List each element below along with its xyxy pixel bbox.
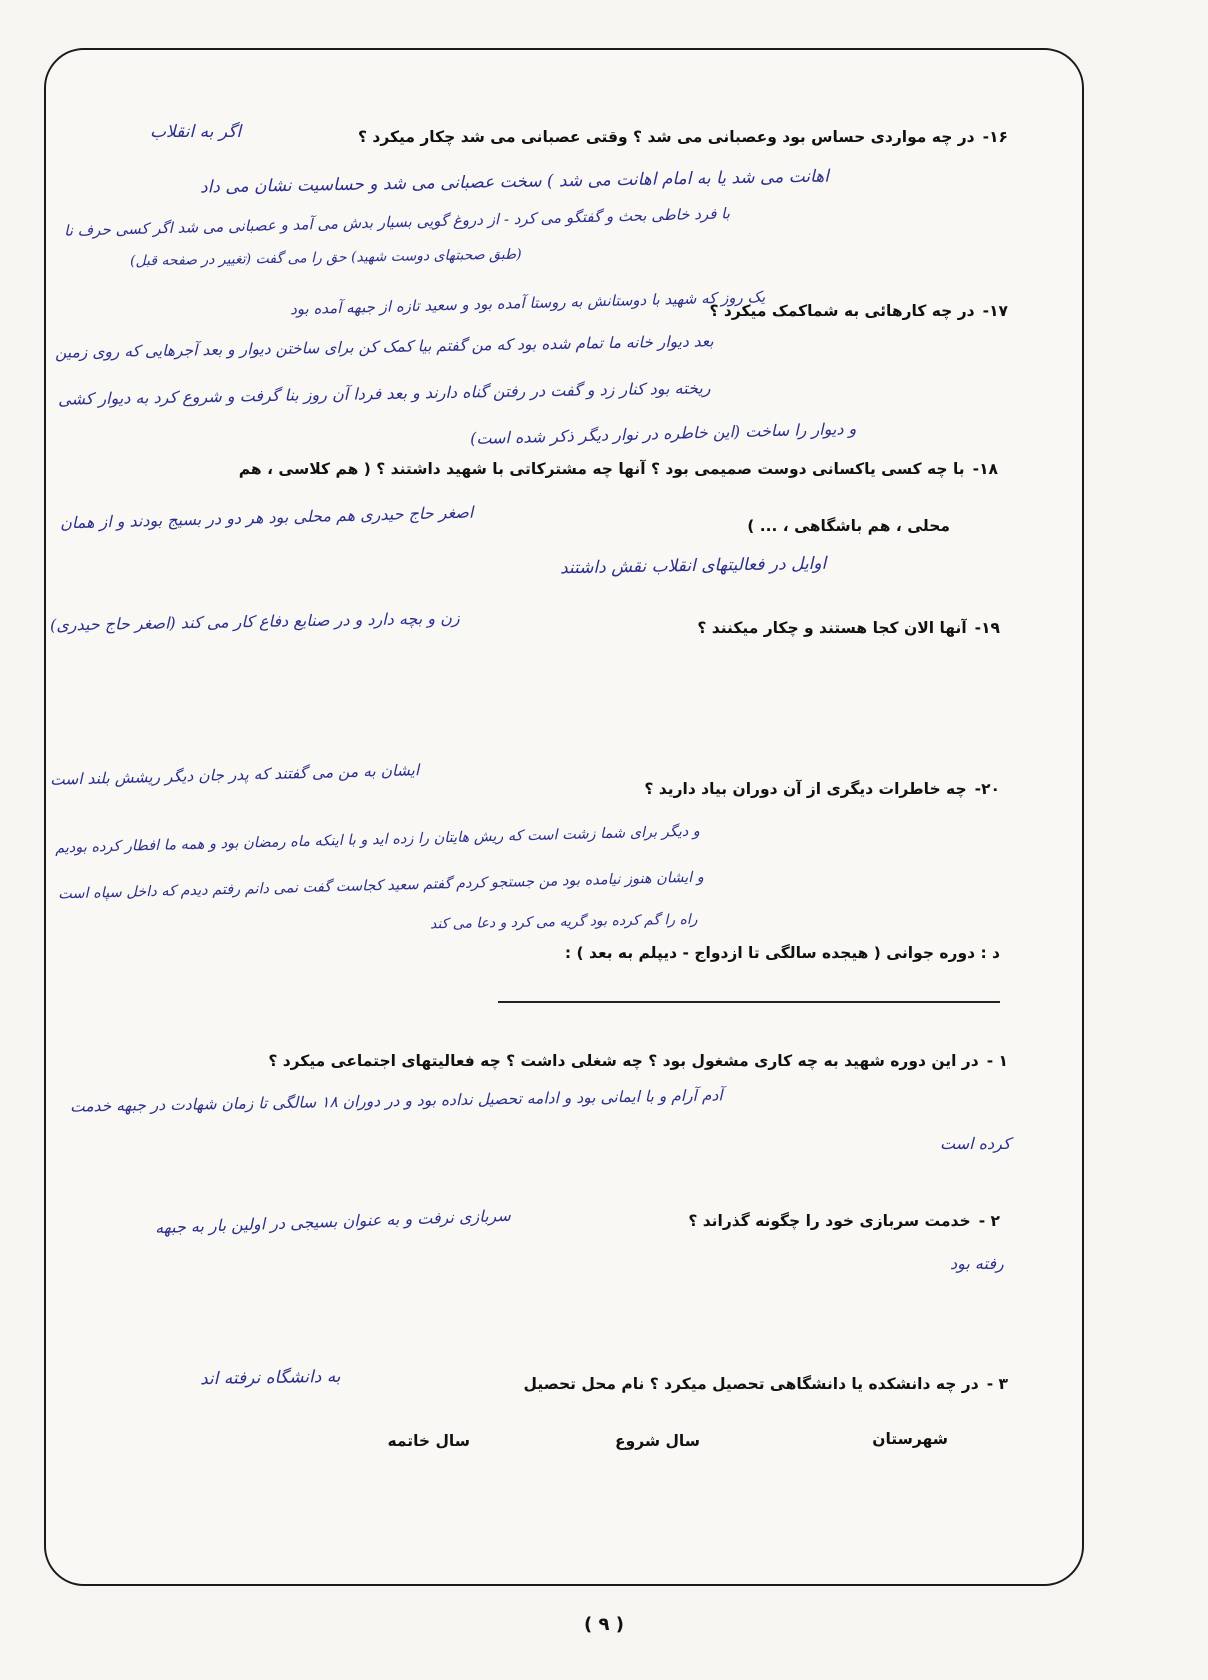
field-city-label: شهرستان <box>872 1430 948 1448</box>
answer-16-line-3: با فرد خاطی بحث و گفتگو می کرد - از دروغ گویی بسیار بدش می آمد و عصبانی می شد اگر کسی حرف نا <box>63 204 731 240</box>
question-number: ۲۰- <box>974 780 1000 798</box>
question-20 <box>644 780 1000 798</box>
answer-3-line-1: به دانشگاه نرفته اند <box>199 1366 341 1390</box>
page-number: ( ۹ ) <box>584 1614 624 1635</box>
answer-20-line-3: و ایشان هنوز نیامده بود من جستجو کردم گفتم سعید کجاست گفت نمی دانم رفتم دیدم که داخل سپاه است <box>57 869 705 903</box>
answer-16-line-2: اهانت می شد یا به امام اهانت می شد ) سخت عصبانی می شد و حساسیت نشان می داد <box>199 166 830 198</box>
answer-20-line-2: و دیگر برای شما زشت است که ریش هایتان را زده اید و با اینکه ماه رمضان بود و همه ما افطار کرده بودیم <box>54 823 701 857</box>
answer-2-line-1: سربازی نرفت و به عنوان بسیجی در اولین بار به جبهه <box>154 1205 512 1238</box>
question-number: ۱ - <box>986 1052 1008 1070</box>
field-end-year-label: سال خاتمه <box>387 1432 470 1450</box>
question-3 <box>524 1375 1008 1393</box>
question-text: در این دوره شهید به چه کاری مشغول بود ؟ چه شغلی داشت ؟ چه فعالیتهای اجتماعی میکرد ؟ <box>268 1052 979 1070</box>
answer-20-line-1: ایشان به من می گفتند که پدر جان دیگر ریشش بلند است <box>49 761 420 789</box>
question-text: آنها الان کجا هستند و چکار میکنند ؟ <box>697 619 967 637</box>
question-text: در چه دانشکده یا دانشگاهی تحصیل میکرد ؟ نام محل تحصیل <box>523 1375 979 1393</box>
answer-17-line-3: ریخته بود کنار زد و گفت در رفتن گناه دارند و بعد فردا آن روز بنا گرفت و شروع کرد به دیوار کشی <box>57 378 711 409</box>
question-19 <box>697 619 1000 637</box>
answer-20-line-4: راه را گم کرده بود گریه می کرد و دعا می کند <box>429 911 698 933</box>
question-number: ۲ - <box>978 1212 1000 1230</box>
answer-19-line-1: زن و بچه دارد و در صنایع دفاع کار می کند (اصغر حاج حیدری) <box>49 608 460 635</box>
question-16 <box>358 128 1008 146</box>
question-number: ۱۶- <box>982 128 1008 146</box>
question-text: در چه مواردی حساس بود وعصبانی می شد ؟ وقتی عصبانی می شد چکار میکرد ؟ <box>358 128 975 146</box>
answer-17-line-4: و دیوار را ساخت (این خاطره در نوار دیگر ذکر شده است) <box>469 418 857 449</box>
question-text: چه خاطرات دیگری از آن دوران بیاد دارید ؟ <box>644 780 967 798</box>
question-18 <box>239 460 998 478</box>
question-number: ۱۷- <box>982 302 1008 320</box>
question-text: خدمت سربازی خود را چگونه گذراند ؟ <box>688 1212 971 1230</box>
answer-18-line-2: اوایل در فعالیتهای انقلاب نقش داشتند <box>559 553 827 579</box>
answer-18-line-1: اصغر حاج حیدری هم محلی بود هر دو در بسیج بودند و از همان <box>59 502 474 533</box>
question-text: با چه کسی یاکسانی دوست صمیمی بود ؟ آنها چه مشترکاتی با شهید داشتند ؟ ( هم کلاسی ، هم <box>238 460 965 478</box>
answer-1-line-2: کرده است <box>940 1134 1011 1153</box>
question-number: ۱۹- <box>974 619 1000 637</box>
question-text: در چه کارهائی به شماکمک میکرد ؟ <box>709 302 975 320</box>
answer-17-line-2: بعد دیوار خانه ما تمام شده بود که من گفتم بیا کمک کن برای ساختن دیوار و بعد آجرهایی که روی زمین <box>54 332 714 362</box>
answer-1-line-1: آدم آرام و با ایمانی بود و ادامه تحصیل نداده بود و در دوران ۱۸ سالگی تا زمان شهادت در جبهه خدمت <box>69 1086 723 1116</box>
answer-16-line-4: (طبق صحبتهای دوست شهید) حق را می گفت (تغییر در صفحه قبل) <box>129 246 522 270</box>
answer-16-line-1: اگر به انقلاب <box>150 122 242 142</box>
question-number: ۳ - <box>986 1375 1008 1393</box>
question-1 <box>268 1052 1008 1070</box>
question-2 <box>688 1212 1000 1230</box>
page-border <box>44 48 1084 1586</box>
field-start-year-label: سال شروع <box>614 1432 700 1450</box>
answer-17-line-1: یک روز که شهید با دوستانش به روستا آمده بود و سعید تازه از جبهه آمده بود <box>289 287 766 319</box>
section-d-title: د : دوره جوانی ( هیجده سالگی تا ازدواج - دیپلم به بعد ) : <box>564 944 1000 962</box>
question-18-continued: محلی ، هم باشگاهی ، ... ) <box>747 517 950 535</box>
section-divider <box>498 1001 1000 1003</box>
answer-2-line-2: رفته بود <box>950 1254 1004 1273</box>
question-number: ۱۸- <box>972 460 998 478</box>
